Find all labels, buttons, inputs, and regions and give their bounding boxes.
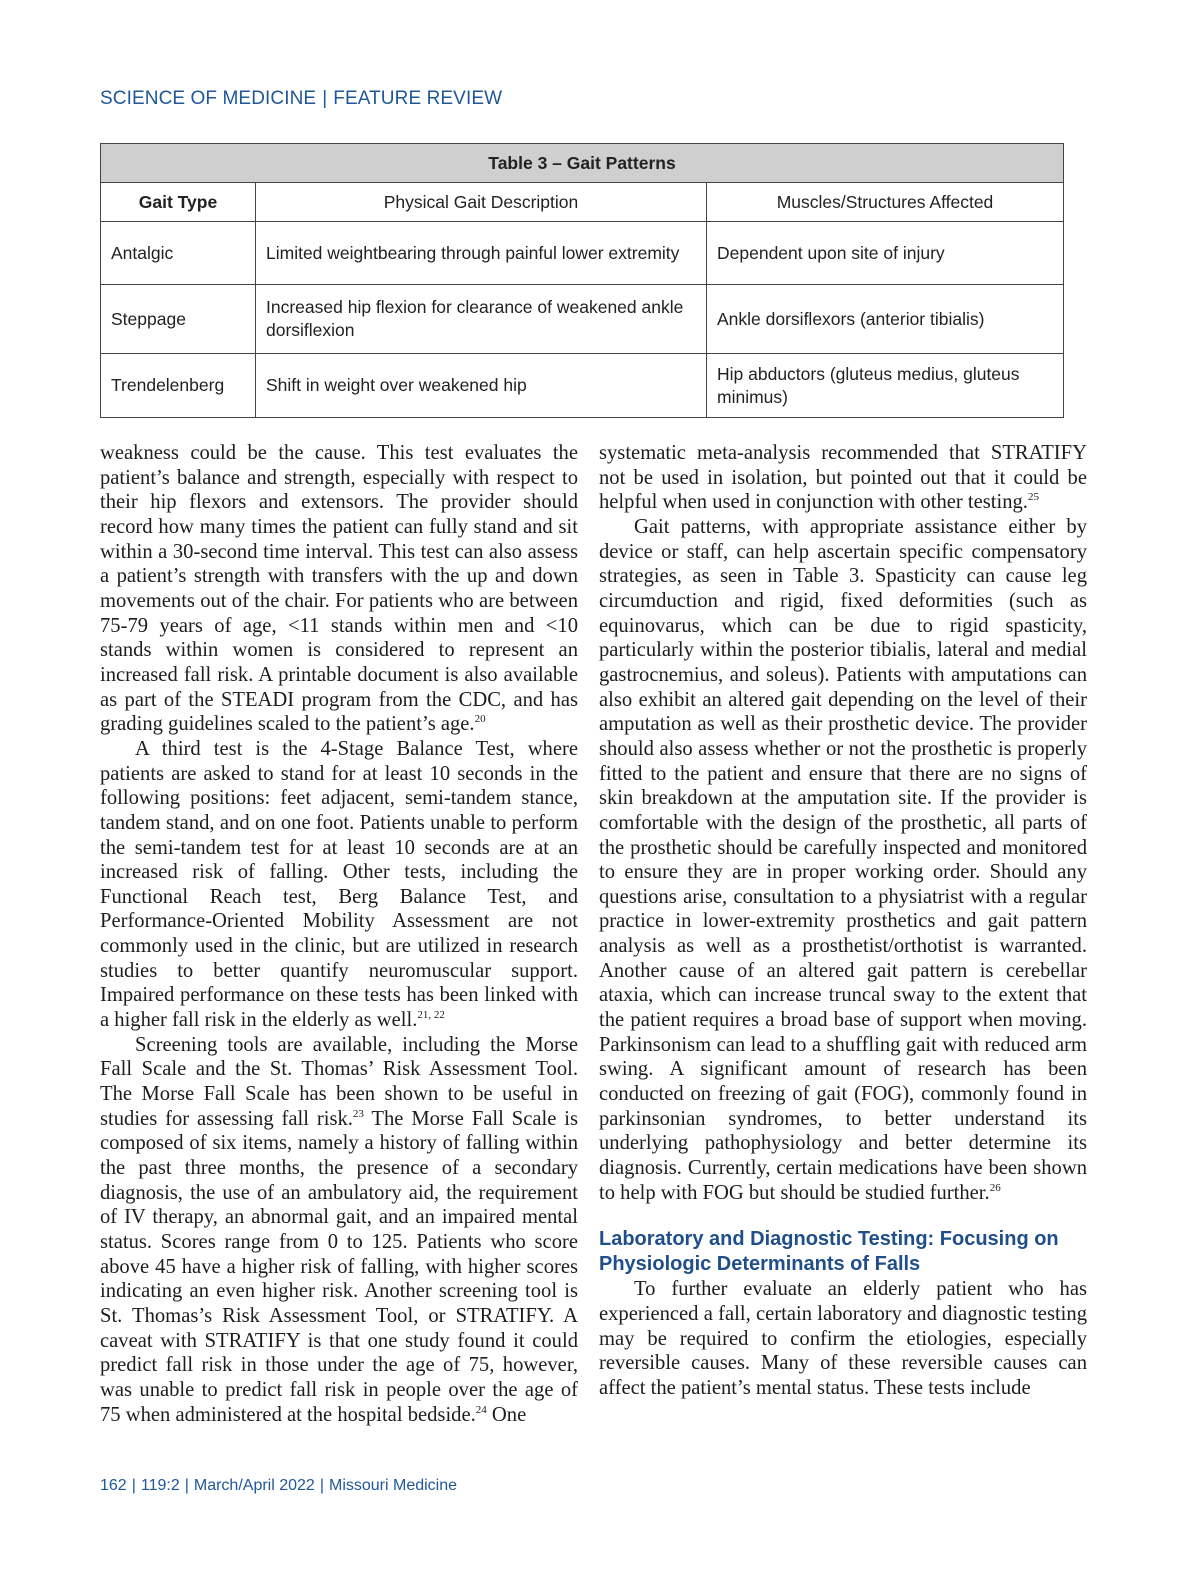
table-header-row: [101, 183, 1064, 222]
page-number: 162: [100, 1477, 127, 1494]
reference-superscript: 25: [1027, 491, 1039, 504]
footer-separator: |: [319, 1477, 324, 1494]
affected-cell: Ankle dorsiflexors (anterior tibialis): [707, 285, 1064, 354]
paragraph-text: To further evaluate an elderly patient who has experienced a fall, certain laboratory and diagnostic testing may be required to confirm the etiologies, especially reversible causes. Many of these reversible causes can affect the patient’s mental status. These tests include: [599, 1278, 1087, 1399]
header-section: SCIENCE OF MEDICINE: [100, 88, 317, 109]
issue-number: 119:2: [140, 1477, 180, 1494]
gait-type-cell: Steppage: [101, 285, 256, 354]
affected-cell: Hip abductors (gluteus medius, gluteus minimus): [707, 354, 1064, 418]
paragraph: [100, 1033, 578, 1428]
paragraph-text: Gait patterns, with appropriate assistance either by device or staff, can help ascertain specific compensatory strategies, as seen in Table 3. Spasticity can cause leg circumduction and rigid, fixed deformities (such as equinovarus, which can be due to rigid spasticity, particularly within the posterior tibialis, lateral and medial gastrocnemius, and soleus). Patients with amputations can also exhibit an altered gait depending on the level of their amputation as well as their prosthetic device. The provider should also assess whether or not the prosthetic is properly fitted to the patient and ensure that there are no signs of skin breakdown at the amputation site. If the provider is comfortable with the design of the prosthetic, all parts of the prosthetic should be carefully inspected and monitored to ensure they are in proper working order. Should any questions arise, consultation to a physiatrist with a regular practice in lower-extremity prosthetics and gait pattern analysis as well as a prosthetist/orthotist is warranted. Another cause of an altered gait pattern is cerebellar ataxia, which can increase truncal sway to the extent that the patient requires a broad base of support when moving. Parkinsonism can lead to a shuffling gait with reduced arm swing. A significant amount of research has been conducted on freezing of gait (FOG), commonly found in parkinsonian syndromes, to better understand its underlying pathophysiology and better determine its diagnosis. Currently, certain medications have been shown to help with FOG but should be studied further.: [599, 515, 1087, 1204]
paragraph: [100, 441, 578, 737]
paragraph-text: Screening tools are available, including the Morse Fall Scale and the St. Thomas’ Risk Assessment Tool. The Morse Fall Scale has been shown to be useful in studies for assessing fall risk.: [100, 1033, 578, 1130]
header-subsection: FEATURE REVIEW: [333, 88, 503, 109]
paragraph: [100, 737, 578, 1033]
gait-type-cell: Trendelenberg: [101, 354, 256, 418]
header-separator: |: [322, 88, 328, 109]
page-footer: [100, 1477, 457, 1495]
reference-superscript: 24: [475, 1403, 487, 1416]
column-header-affected: Muscles/Structures Affected: [707, 183, 1064, 222]
right-text-column: [599, 441, 1087, 1401]
table-row: [101, 222, 1064, 285]
running-header: [100, 88, 502, 110]
journal-name: Missouri Medicine: [328, 1477, 458, 1494]
description-cell: Increased hip flexion for clearance of weakened ankle dorsiflexion: [256, 285, 707, 354]
paragraph-text: One: [486, 1403, 527, 1426]
footer-separator: |: [184, 1477, 189, 1494]
paragraph-text: A third test is the 4-Stage Balance Test, where patients are asked to stand for at least 10 seconds in the following positions: feet adjacent, semi-tandem stance, tandem stand, and on one foot. Patients unable to perform the semi-tandem test for at least 10 seconds are at an increased risk of falling. Other tests, including the Functional Reach test, Berg Balance Test, and Performance-Oriented Mobility Assessment are not commonly used in the clinic, but are utilized in research studies to better quantify neuromuscular support. Impaired performance on these tests has been linked with a higher fall risk in the elderly as well.: [100, 737, 578, 1032]
table-title: Table 3 – Gait Patterns: [101, 144, 1064, 183]
table-row: [101, 354, 1064, 418]
paragraph: [599, 441, 1087, 515]
description-cell: Limited weightbearing through painful lower extremity: [256, 222, 707, 285]
left-text-column: [100, 441, 578, 1427]
affected-cell: Dependent upon site of injury: [707, 222, 1064, 285]
table-row: [101, 285, 1064, 354]
column-header-description: Physical Gait Description: [256, 183, 707, 222]
reference-superscript: 20: [474, 713, 486, 726]
paragraph-text: systematic meta-analysis recommended that STRATIFY not be used in isolation, but pointed out that it could be helpful when used in conjunction with other testing.: [599, 442, 1087, 514]
paragraph: [599, 515, 1087, 1205]
issue-date: March/April 2022: [193, 1477, 315, 1494]
table-title-row: [101, 144, 1064, 183]
paragraph: [599, 1277, 1087, 1400]
column-header-gait-type: Gait Type: [101, 183, 256, 222]
footer-separator: |: [131, 1477, 136, 1494]
gait-patterns-table: [100, 143, 1064, 418]
gait-type-cell: Antalgic: [101, 222, 256, 285]
paragraph-text: The Morse Fall Scale is composed of six items, namely a history of falling within the past three months, the presence of a secondary diagnosis, the use of an ambulatory aid, the requirement of IV therapy, an abnormal gait, and an impaired mental status. Scores range from 0 to 125. Patients who score above 45 have a higher risk of falling, with higher scores indicating an even higher risk. Another screening tool is St. Thomas’s Risk Assessment Tool, or STRATIFY. A caveat with STRATIFY is that one study found it could predict fall risk in those under the age of 75, however, was unable to predict fall risk in people over the age of 75 when administered at the hospital bedside.: [100, 1107, 578, 1426]
description-cell: Shift in weight over weakened hip: [256, 354, 707, 418]
reference-superscript: 21, 22: [417, 1009, 445, 1022]
reference-superscript: 26: [989, 1181, 1001, 1194]
section-heading: Laboratory and Diagnostic Testing: Focusing on Physiologic Determinants of Falls: [599, 1228, 1059, 1276]
paragraph-text: weakness could be the cause. This test evaluates the patient’s balance and strength, especially with respect to their hip flexors and extensors. The provider should record how many times the patient can fully stand and sit within a 30-second time interval. This test can also assess a patient’s strength with transfers with the up and down movements out of the chair. For patients who are between 75-79 years of age, <11 stands within men and <10 stands within women is considered to represent an increased fall risk. A printable document is also available as part of the STEADI program from the CDC, and has grading guidelines scaled to the patient’s age.: [100, 442, 578, 736]
reference-superscript: 23: [352, 1107, 364, 1120]
